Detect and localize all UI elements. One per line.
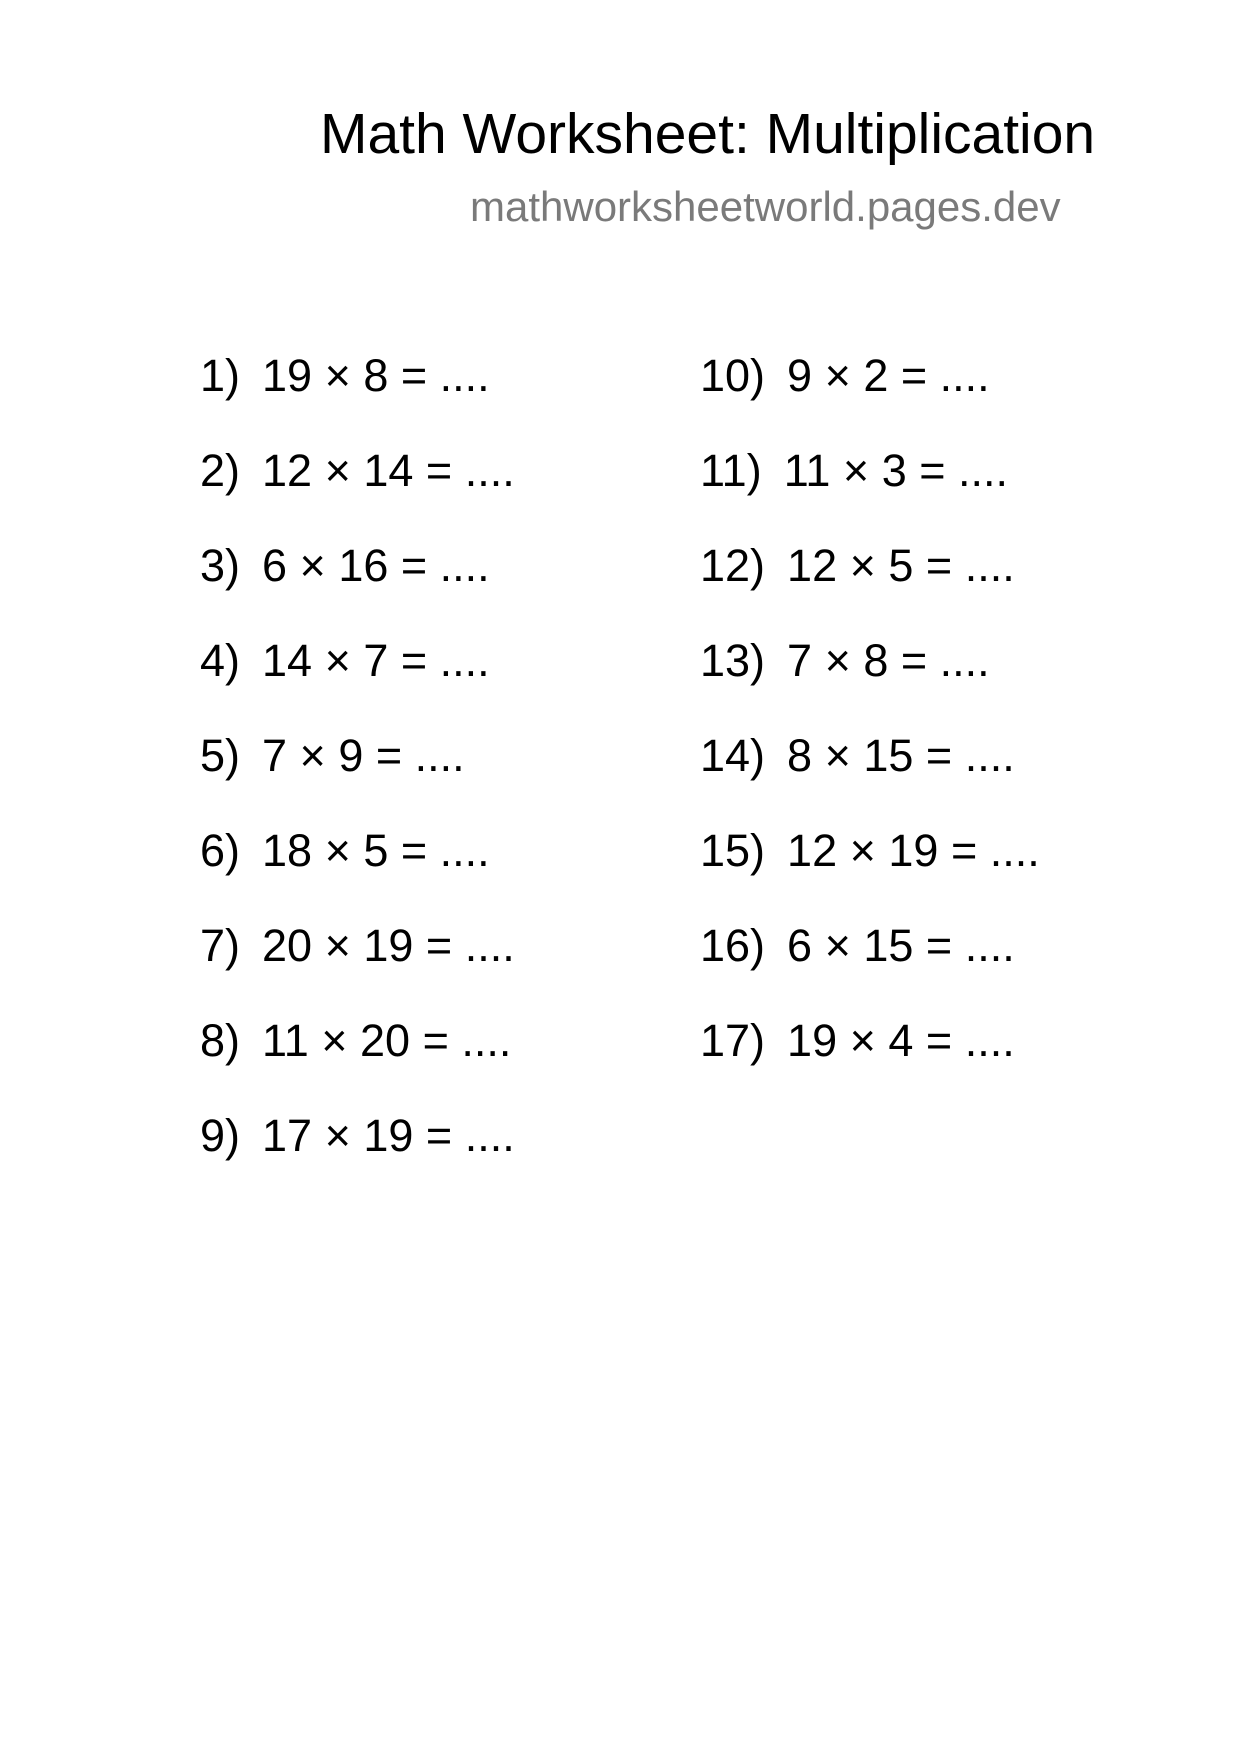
problem-number: 11): [700, 445, 762, 496]
problem-number: 13): [700, 635, 766, 686]
problem-item: [200, 633, 515, 728]
problem-expression: 12 × 5 = ....: [787, 540, 1015, 591]
problem-expression: 18 × 5 = ....: [262, 825, 490, 876]
problem-number: 9): [200, 1110, 241, 1161]
problem-item: [700, 443, 1040, 538]
problem-expression: 11 × 3 = ....: [783, 445, 1009, 496]
problem-number: 8): [200, 1015, 241, 1066]
website-subtitle: mathworksheetworld.pages.dev: [470, 183, 1061, 230]
problem-number: 12): [700, 540, 766, 591]
problem-item: [200, 823, 515, 918]
problem-item: [700, 348, 1040, 443]
problem-expression: 17 × 19 = ....: [262, 1110, 515, 1161]
problem-number: 10): [700, 350, 766, 401]
page-title: Math Worksheet: Multiplication: [320, 102, 1096, 166]
problem-expression: 19 × 4 = ....: [787, 1015, 1015, 1066]
problem-expression: 14 × 7 = ....: [262, 635, 490, 686]
problem-item: [700, 1013, 1040, 1108]
problem-number: 15): [700, 825, 766, 876]
problem-number: 7): [200, 920, 241, 971]
problem-expression: 19 × 8 = ....: [262, 350, 490, 401]
problem-expression: 9 × 2 = ....: [787, 350, 990, 401]
problem-number: 14): [700, 730, 766, 781]
problem-item: [200, 443, 515, 538]
problem-expression: 6 × 16 = ....: [262, 540, 490, 591]
problem-item: [700, 538, 1040, 633]
problem-column-right: [700, 348, 1040, 1108]
problem-item: [700, 918, 1040, 1013]
problem-number: 16): [700, 920, 766, 971]
problem-number: 2): [200, 445, 241, 496]
problem-expression: 7 × 8 = ....: [787, 635, 990, 686]
problem-expression: 12 × 19 = ....: [787, 825, 1040, 876]
problem-column-left: [200, 348, 515, 1203]
problem-number: 3): [200, 540, 241, 591]
problem-number: 6): [200, 825, 241, 876]
problem-expression: 6 × 15 = ....: [787, 920, 1015, 971]
problem-expression: 11 × 20 = ....: [262, 1015, 512, 1066]
problem-item: [200, 728, 515, 823]
problem-item: [200, 1013, 515, 1108]
problem-item: [700, 823, 1040, 918]
problem-number: 5): [200, 730, 241, 781]
problem-number: 17): [700, 1015, 766, 1066]
problem-expression: 8 × 15 = ....: [787, 730, 1015, 781]
problem-item: [200, 538, 515, 633]
problem-item: [200, 348, 515, 443]
problem-number: 4): [200, 635, 241, 686]
problem-item: [200, 1108, 515, 1203]
problem-expression: 7 × 9 = ....: [262, 730, 465, 781]
problem-item: [700, 633, 1040, 728]
problem-expression: 20 × 19 = ....: [262, 920, 515, 971]
problem-item: [200, 918, 515, 1013]
problem-expression: 12 × 14 = ....: [262, 445, 515, 496]
problem-number: 1): [200, 350, 241, 401]
problem-item: [700, 728, 1040, 823]
